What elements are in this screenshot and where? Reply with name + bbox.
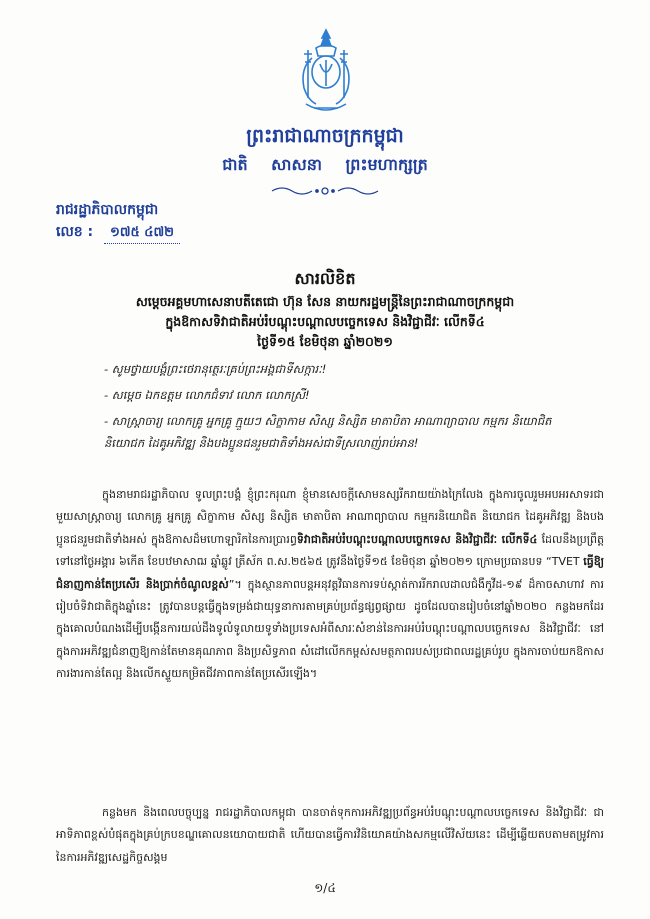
issuing-authority: រាជរដ្ឋាភិបាលកម្ពុជា	[56, 202, 159, 218]
kingdom-name: ព្រះរាជាណាចក្រកម្ពុជា	[246, 125, 404, 147]
divider-ornament-icon	[270, 184, 380, 198]
body-paragraph-2: កន្លងមក និងពេលបច្ចុប្បន្ន រាជរដ្ឋាភិបាលកម្ពុជា បានចាត់ទុកការអភិវឌ្ឍប្រព័ន្ធអប់រំបណ្ដុះបណ្ដាលបច្ចេកទេស និងវិជ្ជាជីវៈ ជាអាទិភាពខ្ពស់បំផុតក្នុងគ្រប់ក្របខណ្ឌគោលនយោបាយជាតិ ហើយបានធ្វើការវិនិយោគយ៉ាងសកម្មលើវិស័យនេះ ដើម្បីឆ្លើយតបតាមតម្រូវការនៃការអភិវឌ្ឍសេដ្ឋកិច្ចសង្គម	[56, 806, 604, 864]
paragraph-text: ក្នុងនាមរាជរដ្ឋាភិបាល ទូលព្រះបង្គំ ខ្ញុំព្រះករុណា ខ្ញុំមានសេចក្ដីសោមនស្សរីករាយយ៉ាងក្រៃលែង ក្នុងការចូលរួមអបអរសាទរជាមួយសាស្ត្រាចារ្យ លោកគ្រូ អ្នកគ្រូ សិក្ខាកាម សិស្ស និស្សិត មាតាបិតា អាណាព្យាបាល កម្មករនិយោជិត និយោជក ដៃគូអភិវឌ្ឍ និងបងប្អូនជនរួមជាតិទាំងអស់ ក្នុងឱកាសដ៏មហោឡារិកនៃការប្រារព្ធ	[56, 488, 604, 546]
bold-theme: ធ្វើឱ្យជំនាញកាន់តែប្រសើរ និងប្រាក់ចំណូលខ្ពស់	[56, 555, 604, 591]
reference-number-value: ១៧៥ ៤៧២	[104, 224, 180, 244]
paragraph-text: ”។ ក្នុងស្ថានភាពបន្តអនុវត្តវិធានការទប់ស្កាត់ការរីករាលដាលជំងឺកូវីដ-១៩ ដ៏កាចសាហាវ ការរៀបចំទិវាជាតិក្នុងឆ្នាំនេះ ត្រូវបានបន្តធ្វើក្នុងទម្រង់ជាយុទ្ធនាការតាមគ្រប់ប្រព័ន្ធផ្សព្វផ្សាយ ដូចដែលបានរៀបចំនៅឆ្នាំ២០២០ កន្លងមកដែរ ក្នុងគោលបំណងដើម្បីបង្កើនការយល់ដឹងទូលំទូលាយទូទាំងប្រទេសអំពីសារៈសំខាន់នៃការអប់រំបណ្ដុះបណ្ដាលបច្ចេកទេស និងវិជ្ជាជីវៈ នៅក្នុងការអភិវឌ្ឍជំនាញឱ្យកាន់តែមានគុណភាព និងប្រសិទ្ធភាព សំដៅលើកកម្ពស់សមត្ថភាពរបស់ប្រជាពលរដ្ឋគ្រប់រូប ក្នុងការចាប់យកឱកាសការងារកាន់តែល្អ និងលើកស្ទួយកម្រិតជីវភាពកាន់តែប្រសើរឡើង។	[56, 577, 604, 681]
document-title: សារលិខិត	[294, 269, 356, 288]
body-paragraph-1	[56, 484, 604, 686]
page-number: ១/៤	[314, 881, 336, 895]
greeting-line: - សាស្ត្រាចារ្យ លោកគ្រូ អ្នកគ្រូ ក្មួយៗ សិក្ខាកាម សិស្ស និស្សិត មាតាបិតា អាណាព្យាបាល កម្មករ និយោជិត និយោជក ដៃគូអភិវឌ្ឍ និងបងប្អូនជនរួមជាតិទាំងអស់ជាទីស្រលាញ់រាប់អាន!	[104, 414, 552, 450]
national-motto: ជាតិ សាសនា ព្រះមហាក្សត្រ	[222, 155, 428, 174]
title-date-line: ថ្ងៃទី១៥ ខែមិថុនា ឆ្នាំ២០២១	[257, 334, 393, 349]
greeting-line: - សម្ដេច ឯកឧត្ដម លោកជំទាវ លោក លោកស្រី!	[104, 388, 310, 402]
royal-coat-of-arms-icon	[290, 28, 362, 116]
title-occasion-line: ក្នុងឱកាសទិវាជាតិអប់រំបណ្ដុះបណ្ដាលបច្ចេកទេស និងវិជ្ជាជីវៈ លើកទី៤	[165, 314, 485, 329]
reference-number-label: លេខ :	[56, 224, 94, 240]
bold-event-name: ទិវាជាតិអប់រំបណ្ដុះបណ្ដាលបច្ចេកទេស និងវិជ្ជាជីវៈ លើកទី៤	[296, 532, 538, 546]
greeting-line: - សូមថ្វាយបង្គំព្រះថេរានុត្ថេរៈគ្រប់ព្រះអង្គជាទីសក្ការៈ!	[104, 362, 327, 376]
title-author-line: សម្ដេចអគ្គមហាសេនាបតីតេជោ ហ៊ុន សែន នាយករដ្ឋមន្ត្រីនៃព្រះរាជាណាចក្រកម្ពុជា	[135, 294, 515, 309]
paragraph-text: ដែលនឹងប្រព្រឹត្តទៅនៅថ្ងៃអង្គារ ៦កើត ខែបឋមាសាឍ ឆ្នាំឆ្លូវ ត្រីស័ក ព.ស.២៥៦៥ ត្រូវនឹងថ្ងៃទី១៥ ខែមិថុនា ឆ្នាំ២០២១ ក្រោមប្រធានបទ “TVET	[56, 532, 604, 569]
reference-number	[56, 222, 180, 244]
